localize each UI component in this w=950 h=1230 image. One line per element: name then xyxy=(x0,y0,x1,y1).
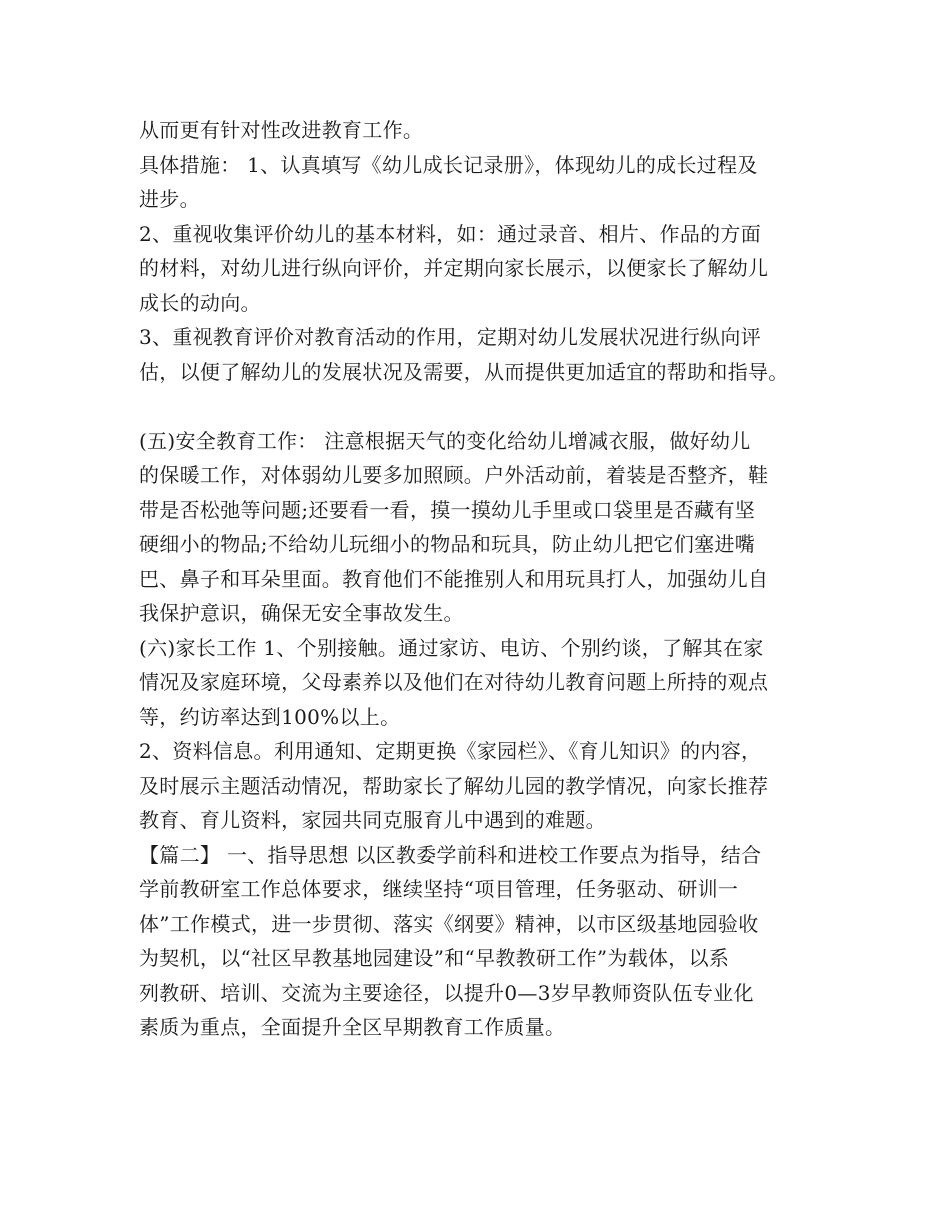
text-line: 情况及家庭环境，父母素养以及他们在对待幼儿教育问题上所持的观点 xyxy=(139,670,769,694)
document-body xyxy=(139,113,829,1045)
text-line: 【篇二】 一、指导思想 以区教委学前科和进校工作要点为指导，结合 xyxy=(139,842,762,867)
text-line: 进步。 xyxy=(139,187,200,211)
text-line: 体”工作模式，进一步贯彻、落实《纲要》精神，以市区级基地园验收 xyxy=(139,911,759,936)
text-line: 成长的动向。 xyxy=(139,290,261,315)
text-line: 从而更有针对性改进教育工作。 xyxy=(139,118,424,142)
text-line: 2、重视收集评价幼儿的基本材料，如：通过录音、相片、作品的方面 xyxy=(139,221,762,246)
text-line: 学前教研室工作总体要求，继续坚持“项目管理，任务驱动、研训一 xyxy=(139,877,739,901)
text-line: 等，约访率达到100%以上。 xyxy=(139,704,401,729)
text-line: 硬细小的物品;不给幼儿玩细小的物品和玩具，防止幼儿把它们塞进嘴 xyxy=(139,532,756,556)
text-line: 及时展示主题活动情况，帮助家长了解幼儿园的教学情况，向家长推荐 xyxy=(139,773,769,798)
text-line: 的保暖工作，对体弱幼儿要多加照顾。户外活动前，着装是否整齐，鞋 xyxy=(139,463,769,487)
text-line: 估，以便了解幼儿的发展状况及需要，从而提供更加适宜的帮助和指导。 xyxy=(139,359,789,384)
text-line: 巴、鼻子和耳朵里面。教育他们不能推别人和用玩具打人，加强幼儿自 xyxy=(139,566,769,591)
text-line: 带是否松弛等问题;还要看一看，摸一摸幼儿手里或口袋里是否藏有坚 xyxy=(139,497,756,522)
text-line: 列教研、培训、交流为主要途径，以提升0—3岁早教师资队伍专业化 xyxy=(139,980,754,1005)
text-line: 2、资料信息。利用通知、定期更换《家园栏》、《育儿知识》的内容， xyxy=(139,739,762,763)
text-line: 教育、育儿资料，家园共同克服育儿中遇到的难题。 xyxy=(139,808,606,832)
paragraph-gap xyxy=(139,389,829,424)
text-line: (六)家长工作 1、个别接触。通过家访、电访、个别约谈，了解其在家 xyxy=(139,635,764,660)
text-line: 我保护意识，确保无安全事故发生。 xyxy=(139,601,464,625)
text-line: 3、重视教育评价对教育活动的作用，定期对幼儿发展状况进行纵向评 xyxy=(139,325,762,349)
text-line: 素质为重点，全面提升全区早期教育工作质量。 xyxy=(139,1015,566,1039)
text-line: (五)安全教育工作： 注意根据天气的变化给幼儿增减衣服，做好幼儿 xyxy=(139,428,751,453)
text-line: 的材料，对幼儿进行纵向评价，并定期向家长展示，以便家长了解幼儿 xyxy=(139,256,769,280)
text-line: 具体措施： 1、认真填写《幼儿成长记录册》，体现幼儿的成长过程及 xyxy=(139,152,758,177)
text-line: 为契机，以“社区早教基地园建设”和“早教教研工作”为载体，以系 xyxy=(139,946,730,970)
